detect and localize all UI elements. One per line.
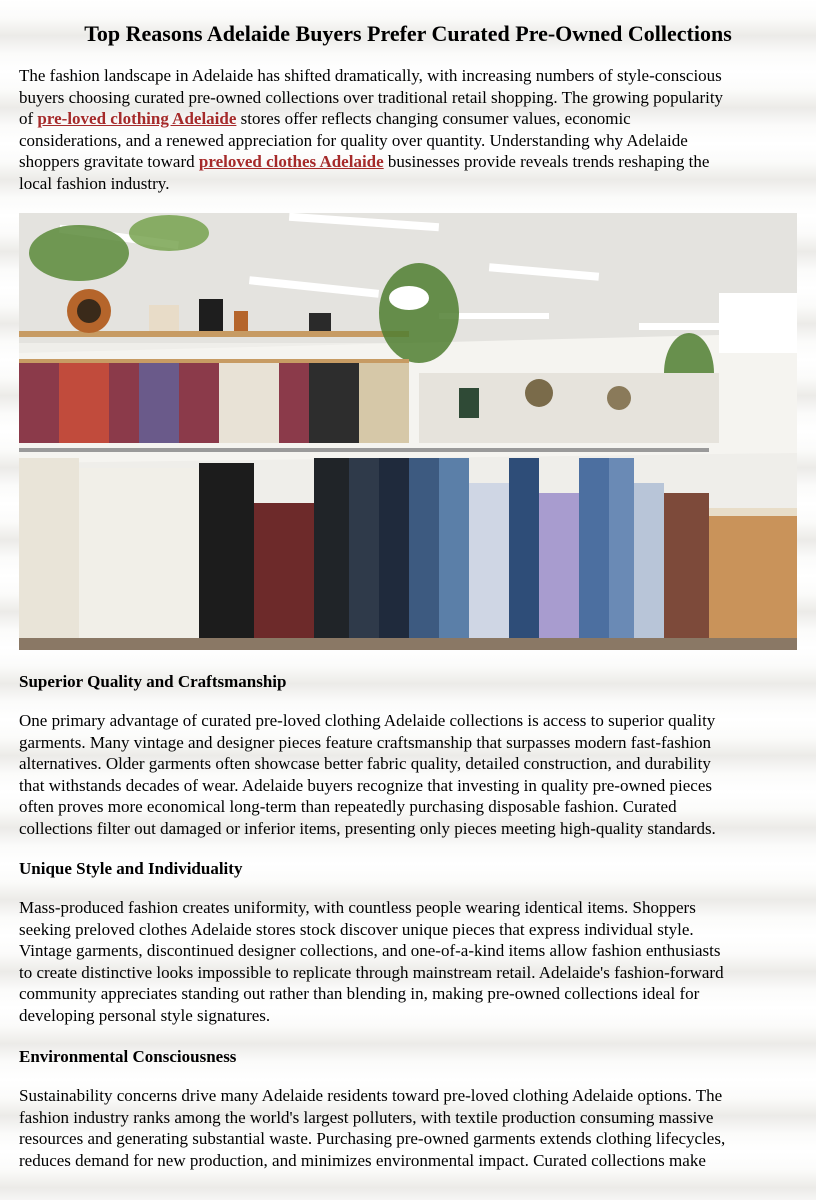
pre-loved-clothing-link[interactable]: pre-loved clothing Adelaide [37,109,237,129]
intro-line [19,151,797,173]
paragraph-line: garments. Many vintage and designer pieces feature craftsmanship that surpasses modern fast-fashion [19,732,712,752]
section-heading-environment: Environmental Consciousness [19,1047,237,1066]
paragraph-line: Mass-produced fashion creates uniformity, with countless people wearing identical items. Shoppers [19,898,696,917]
intro-line: considerations, and a renewed appreciation for quality over quantity. Understanding why Adelaide [19,130,688,150]
intro-text: of [19,109,38,129]
paragraph-line: resources and generating substantial waste. Purchasing pre-owned garments extends clothing lifecycles, [19,1129,726,1149]
intro-paragraph [19,65,797,195]
paragraph-line: alternatives. Older garments often showcase better fabric quality, detailed construction, and durability [19,754,711,774]
paragraph-line: developing personal style signatures. [19,1005,271,1025]
intro-line: The fashion landscape in Adelaide has shifted dramatically, with increasing numbers of style-conscious [19,66,722,85]
intro-text: stores offer reflects changing consumer values, economic [236,109,631,129]
paragraph-line: often proves more economical long-term than repeatedly purchasing disposable fashion. Curated [19,797,677,817]
paragraph-line: reduces demand for new production, and minimizes environmental impact. Curated collections make [19,1150,706,1170]
paragraph-line: fashion industry ranks among the world's largest polluters, with textile production consuming massive [19,1107,714,1127]
preloved-clothes-link[interactable]: preloved clothes Adelaide [198,152,384,172]
intro-text: shoppers gravitate toward [19,152,199,172]
paragraph-line: that withstands decades of wear. Adelaide buyers recognize that investing in quality pre-owned pieces [19,775,712,795]
intro-line: buyers choosing curated pre-owned collections over traditional retail shopping. The growing popularity [19,87,724,107]
intro-line: local fashion industry. [19,173,170,193]
section-paragraph-environment [19,1085,797,1171]
paragraph-line: One primary advantage of curated pre-loved clothing Adelaide collections is access to superior quality [19,711,716,730]
paragraph-line: Sustainability concerns drive many Adelaide residents toward pre-loved clothing Adelaide options. The [19,1086,723,1105]
paragraph-line: seeking preloved clothes Adelaide stores stock discover unique pieces that express individual style. [19,919,694,939]
paragraph-line: to create distinctive looks impossible to replicate through mainstream retail. Adelaide's fashion-forward [19,962,724,982]
paragraph-line: Vintage garments, discontinued designer collections, and one-of-a-kind items allow fashion enthusiasts [19,941,721,961]
section-paragraph-quality [19,710,797,840]
section-heading-individuality: Unique Style and Individuality [19,859,243,878]
intro-text: businesses provide reveals trends reshaping the [383,152,710,172]
article-title: Top Reasons Adelaide Buyers Prefer Curated Pre-Owned Collections [84,21,732,46]
paragraph-line: community appreciates standing out rather than blending in, making pre-owned collections ideal for [19,984,700,1004]
paragraph-line: collections filter out damaged or inferior items, presenting only pieces meeting high-quality standards. [19,818,716,838]
intro-line [19,108,797,130]
store-interior-photo [19,213,797,650]
section-paragraph-individuality [19,897,797,1027]
section-heading-quality: Superior Quality and Craftsmanship [19,672,287,691]
